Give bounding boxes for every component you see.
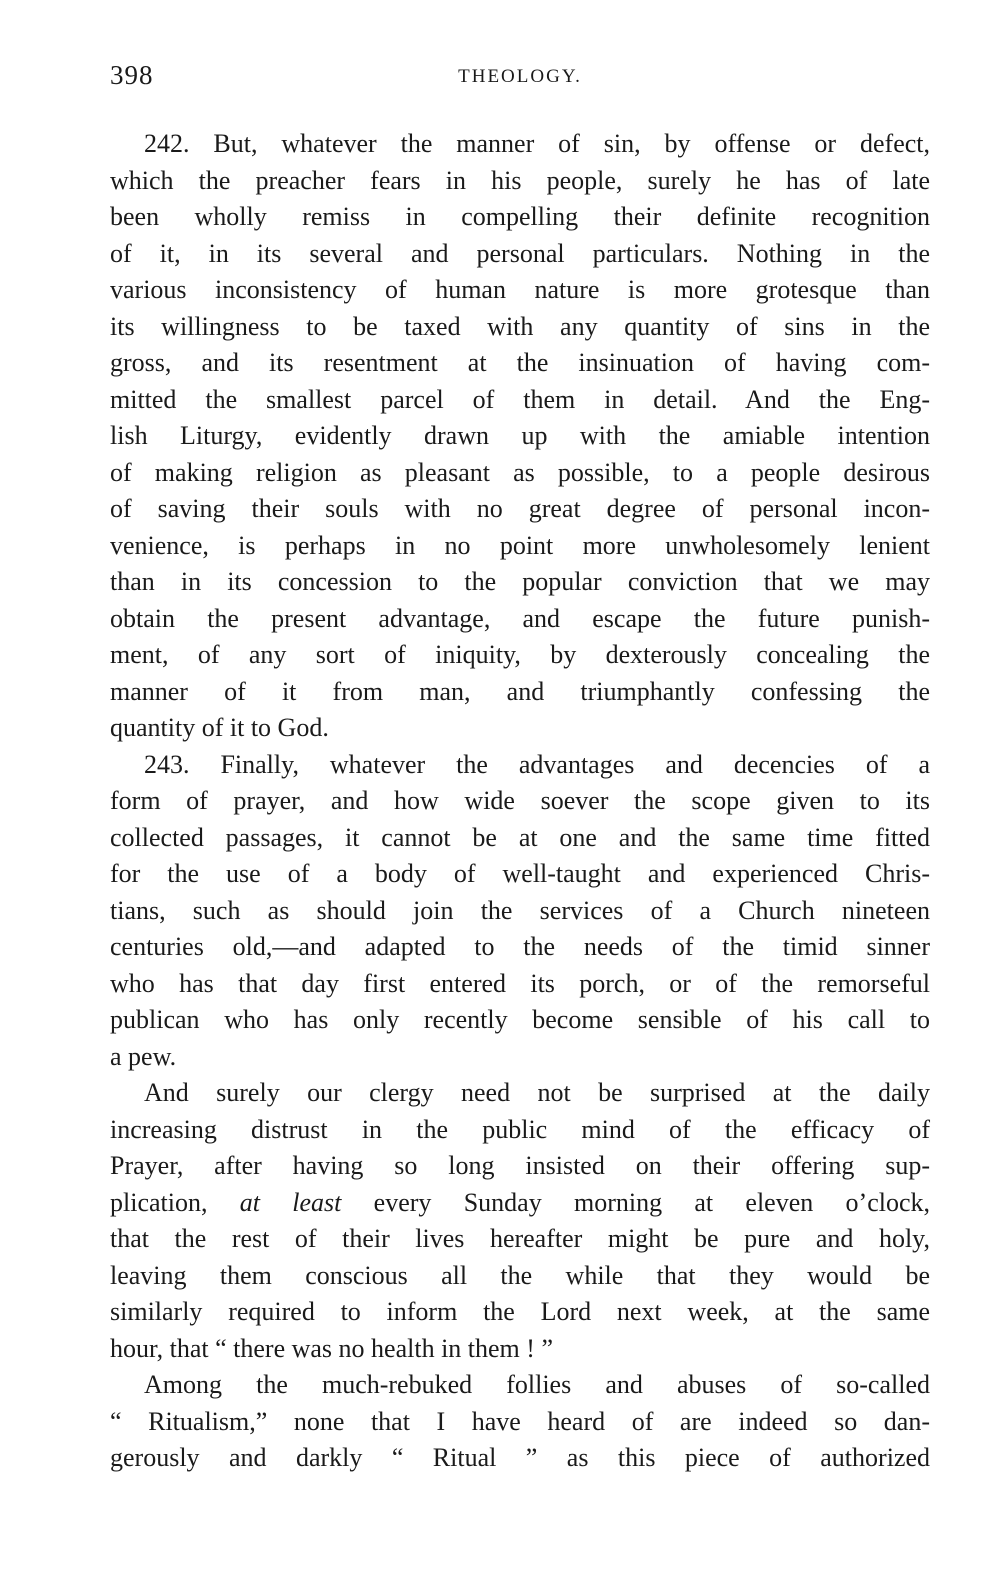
page-header: [110, 60, 930, 96]
text-line: tians, such as should join the services of a Church nineteen: [110, 895, 930, 925]
text-line: collected passages, it cannot be at one and the same time fitted: [110, 822, 930, 852]
text-line-with-italic: [110, 1185, 930, 1222]
text-line: various inconsistency of human nature is more grotesque than: [110, 275, 930, 304]
text-segment: plication,: [110, 1187, 208, 1217]
text-line: been wholly remiss in compelling their definite recognition: [110, 202, 930, 231]
paragraph-ritualism: [110, 1367, 930, 1477]
text-line: of making religion as pleasant as possible, to a people desirous: [110, 457, 930, 487]
running-head: THEOLOGY.: [458, 66, 582, 87]
text-line: mitted the smallest parcel of them in detail. And the Eng-: [110, 384, 930, 414]
text-line: Prayer, after having so long insisted on their offering sup-: [110, 1151, 930, 1180]
text-line: its willingness to be taxed with any quantity of sins in the: [110, 311, 930, 341]
text-line: who has that day first entered its porch, or of the remorseful: [110, 968, 930, 998]
text-line: 242. But, whatever the manner of sin, by offense or defect,: [144, 129, 930, 158]
page-number: 398: [110, 60, 154, 90]
text-line: “ Ritualism,” none that I have heard of are indeed so dan-: [110, 1406, 930, 1436]
text-line: hour, that “ there was no health in them ! ”: [110, 1333, 553, 1363]
text-line: form of prayer, and how wide soever the scope given to its: [110, 786, 930, 815]
text-line: a pew.: [110, 1041, 177, 1071]
text-line: gross, and its resentment at the insinuation of having com-: [110, 348, 930, 377]
text-line: venience, is perhaps in no point more unwholesomely lenient: [110, 530, 930, 560]
paragraph-242: [110, 126, 930, 747]
text-line: centuries old,—and adapted to the needs of the timid sinner: [110, 932, 930, 961]
text-line: of saving their souls with no great degree of personal incon-: [110, 494, 930, 523]
text-line: ment, of any sort of iniquity, by dexterously concealing the: [110, 640, 930, 669]
text-line: quantity of it to God.: [110, 713, 329, 742]
text-line: Among the much-rebuked follies and abuses of so-called: [144, 1370, 930, 1399]
text-line: that the rest of their lives hereafter might be pure and holy,: [110, 1224, 930, 1253]
text-line: leaving them conscious all the while that they would be: [110, 1260, 930, 1290]
text-line: manner of it from man, and triumphantly confessing the: [110, 676, 930, 706]
text-line: obtain the present advantage, and escape the future punish-: [110, 603, 930, 633]
text-line: of it, in its several and personal particulars. Nothing in the: [110, 238, 930, 268]
paragraph-prayer: [110, 1075, 930, 1367]
text-line: lish Liturgy, evidently drawn up with the amiable intention: [110, 421, 930, 450]
text-line: which the preacher fears in his people, surely he has of late: [110, 165, 930, 195]
text-line: than in its concession to the popular conviction that we may: [110, 567, 930, 596]
page-body: [110, 126, 930, 1477]
text-line: for the use of a body of well-taught and experienced Chris-: [110, 859, 930, 888]
text-line: And surely our clergy need not be surprised at the daily: [144, 1078, 930, 1107]
paragraph-243: [110, 747, 930, 1076]
text-line: increasing distrust in the public mind of the efficacy of: [110, 1114, 930, 1144]
text-line: publican who has only recently become sensible of his call to: [110, 1005, 930, 1034]
text-line: gerously and darkly “ Ritual ” as this piece of authorized: [110, 1443, 930, 1472]
italic-emphasis: at least: [239, 1187, 342, 1217]
text-segment: every Sunday morning at eleven o’clock,: [373, 1187, 930, 1217]
text-line: similarly required to inform the Lord next week, at the same: [110, 1297, 930, 1326]
text-line: 243. Finally, whatever the advantages and decencies of a: [144, 749, 930, 779]
